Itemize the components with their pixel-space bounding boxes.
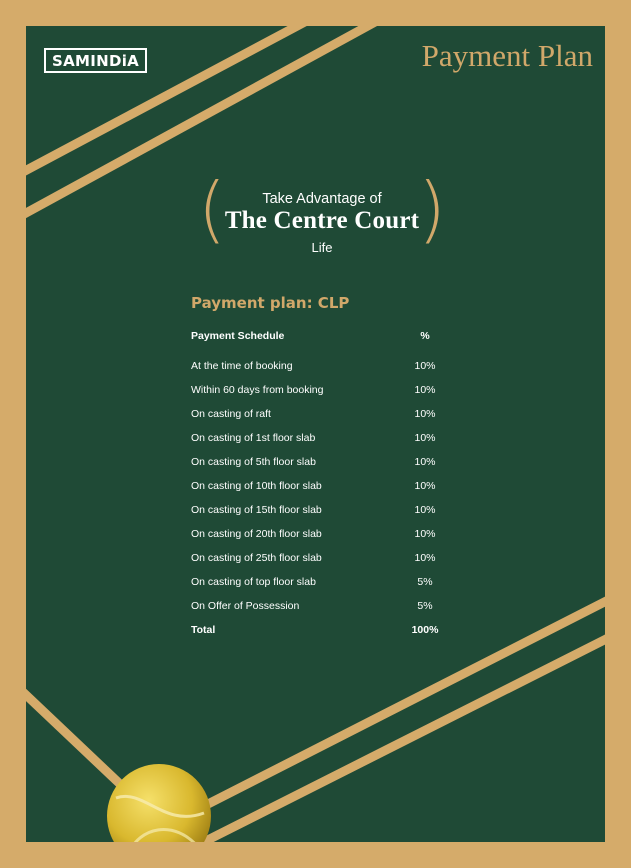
payment-schedule-table <box>191 330 456 648</box>
row-value: 10% <box>414 456 436 468</box>
table-row <box>191 408 456 432</box>
total-label: Total <box>191 624 216 636</box>
plan-title: Payment plan: CLP <box>191 294 350 312</box>
row-label: Within 60 days from booking <box>191 384 324 396</box>
table-row <box>191 528 456 552</box>
row-label: On casting of 5th floor slab <box>191 456 316 468</box>
table-row <box>191 576 456 600</box>
page-title: Payment Plan <box>421 38 593 73</box>
row-label: On casting of 20th floor slab <box>191 528 322 540</box>
row-value: 10% <box>414 360 436 372</box>
table-header <box>191 330 456 360</box>
row-label: On casting of 10th floor slab <box>191 480 322 492</box>
row-value: 5% <box>417 600 433 612</box>
hero-line-3: Life <box>311 240 333 255</box>
table-row <box>191 456 456 480</box>
table-row <box>191 384 456 408</box>
row-value: 10% <box>414 408 436 420</box>
brand-logo: SAMINDiA <box>44 48 147 73</box>
row-value: 10% <box>414 552 436 564</box>
column-header-schedule: Payment Schedule <box>191 330 285 342</box>
hero-line-1: Take Advantage of <box>262 191 382 207</box>
row-label: On casting of 1st floor slab <box>191 432 316 444</box>
hero-line-2: The Centre Court <box>224 207 420 234</box>
table-row <box>191 480 456 504</box>
row-value: 5% <box>417 576 433 588</box>
row-value: 10% <box>414 528 436 540</box>
row-label: On casting of 15th floor slab <box>191 504 322 516</box>
table-total-row <box>191 624 456 648</box>
row-label: At the time of booking <box>191 360 293 372</box>
table-row <box>191 432 456 456</box>
row-label: On casting of raft <box>191 408 271 420</box>
row-value: 10% <box>414 384 436 396</box>
row-value: 10% <box>414 480 436 492</box>
table-row <box>191 552 456 576</box>
table-row <box>191 360 456 384</box>
left-parenthesis-icon: ( <box>198 167 227 251</box>
column-header-percent: % <box>420 330 430 342</box>
row-label: On casting of 25th floor slab <box>191 552 322 564</box>
right-parenthesis-icon: ) <box>417 167 446 251</box>
brochure-panel <box>26 26 605 842</box>
total-value: 100% <box>411 624 439 636</box>
table-row <box>191 504 456 528</box>
row-label: On Offer of Possession <box>191 600 300 612</box>
tennis-ball-icon <box>104 758 214 842</box>
table-row <box>191 600 456 624</box>
row-value: 10% <box>414 504 436 516</box>
row-label: On casting of top floor slab <box>191 576 316 588</box>
hero-tagline <box>198 167 446 259</box>
row-value: 10% <box>414 432 436 444</box>
